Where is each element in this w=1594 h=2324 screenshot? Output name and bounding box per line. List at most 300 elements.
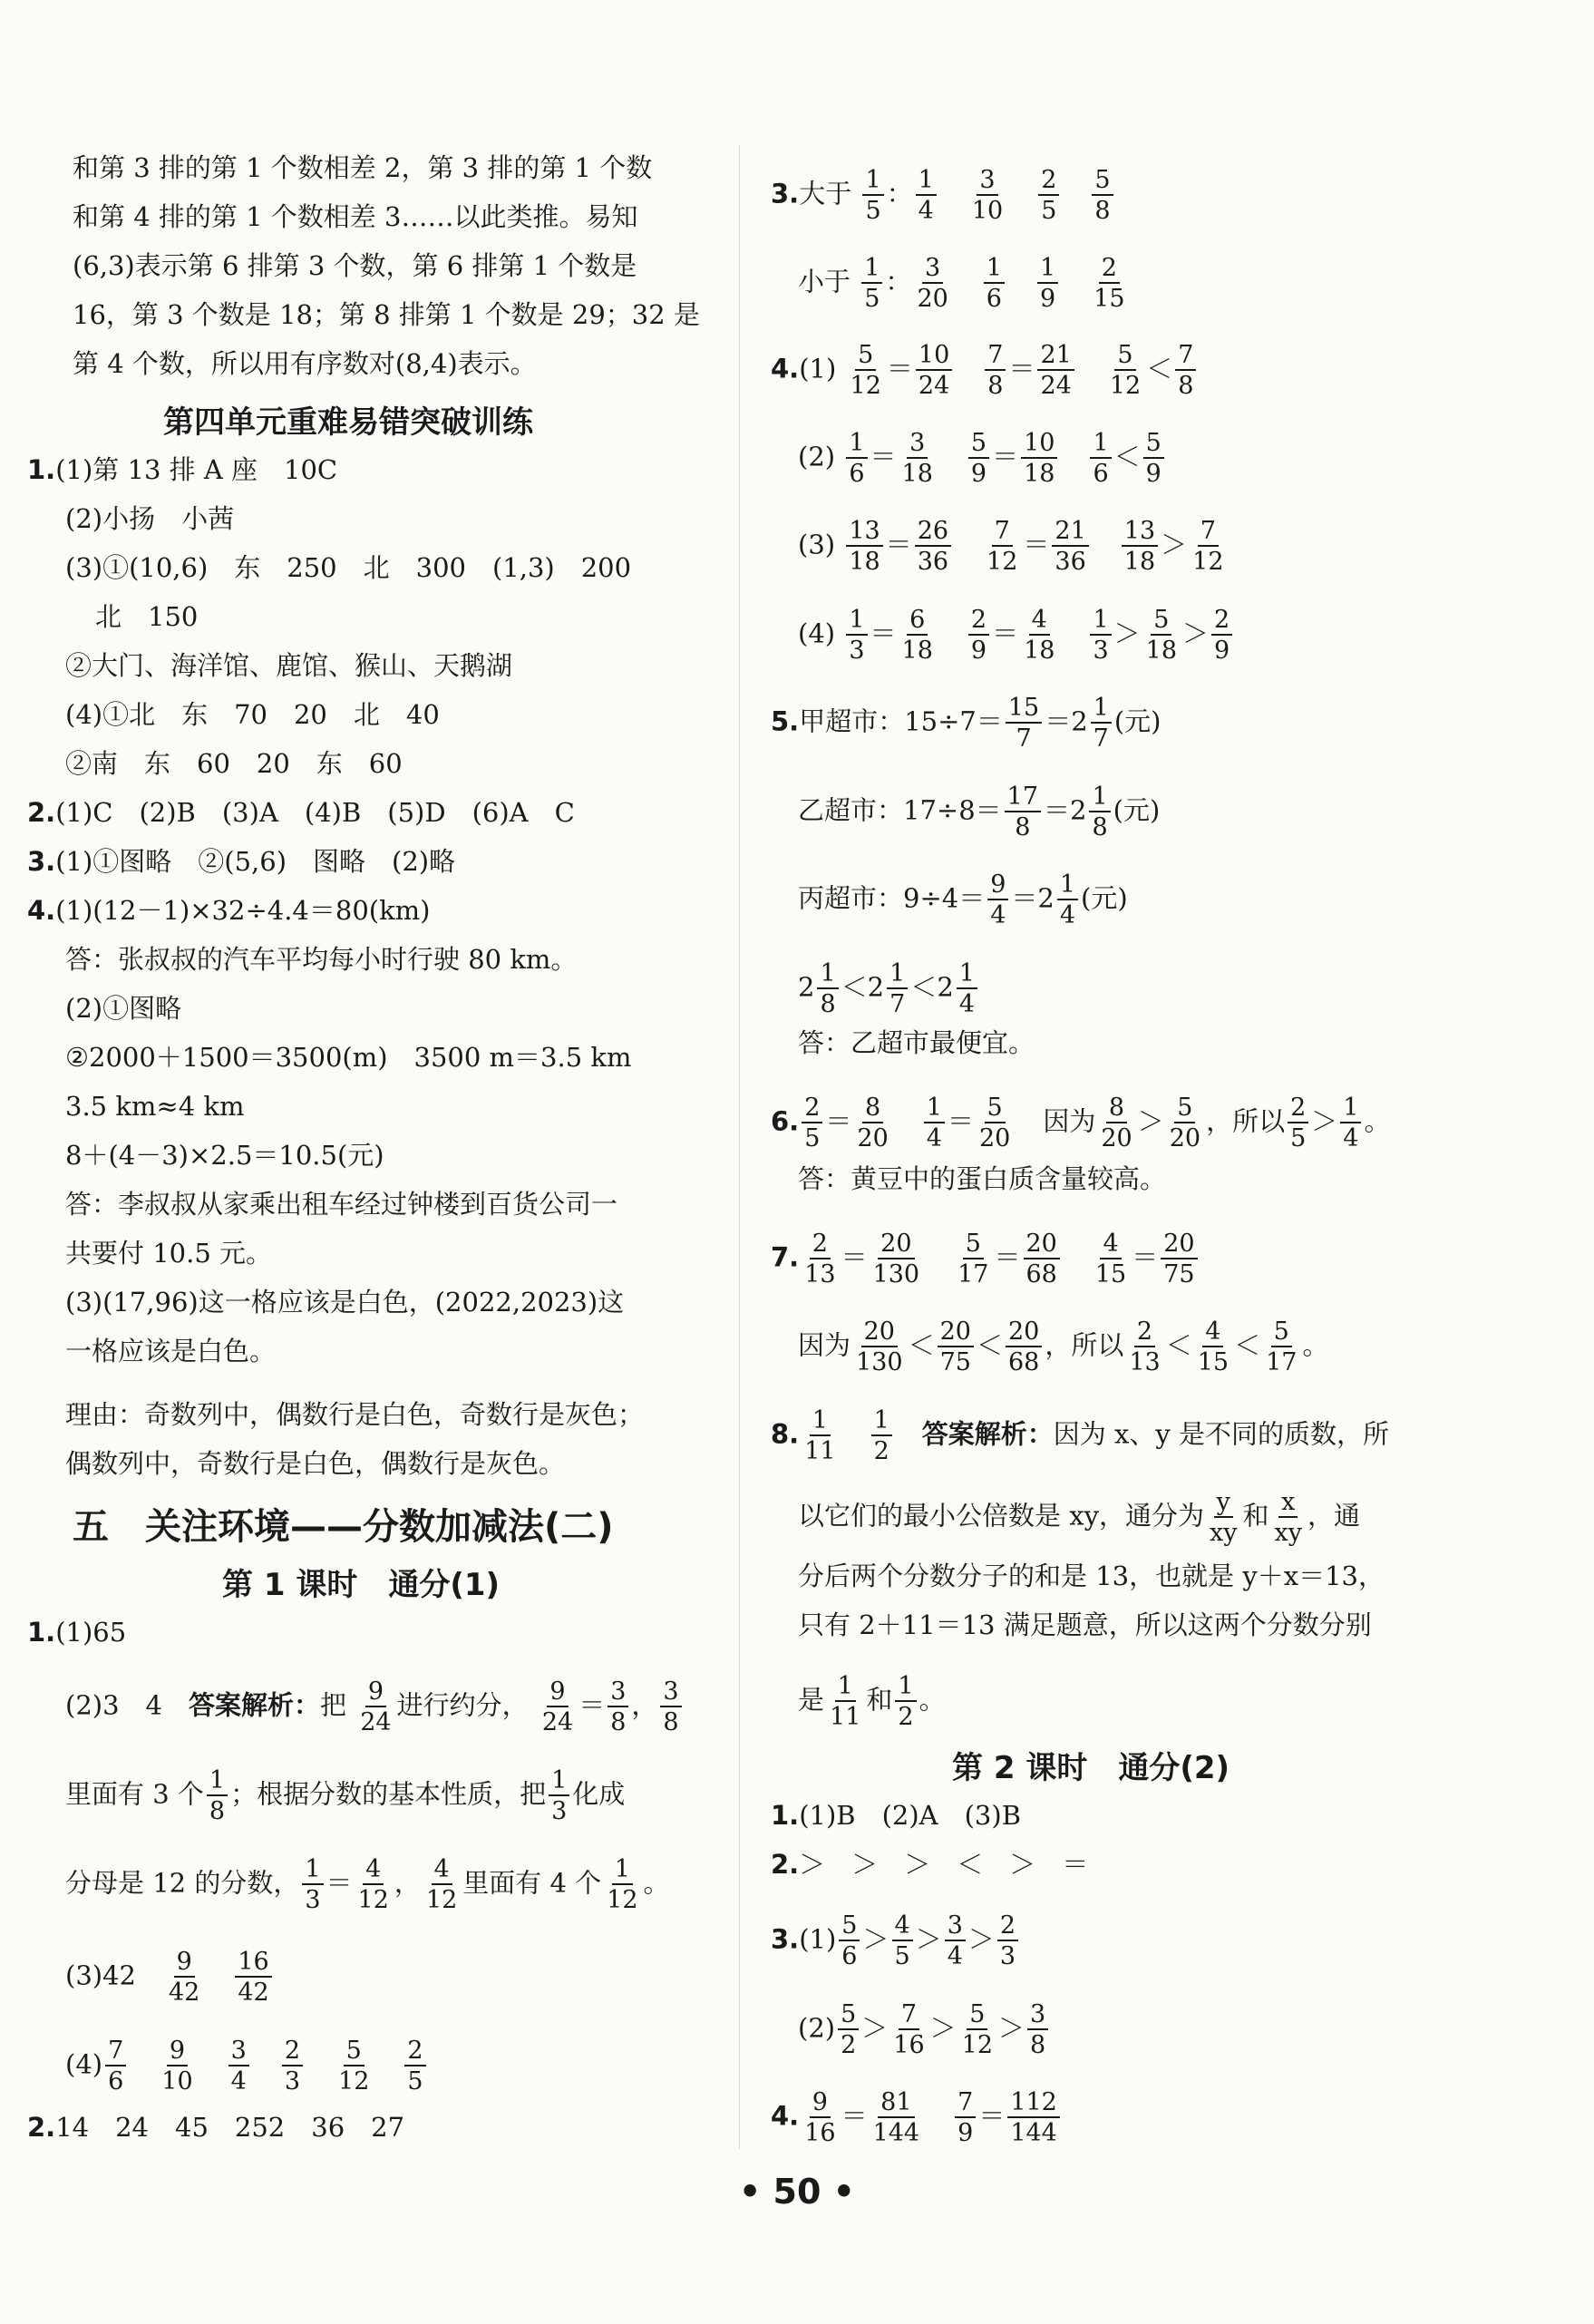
u4-q4-2a: ②2000＋1500＝3500(m) 3500 m＝3.5 km — [65, 1042, 632, 1073]
denominator: xy — [1274, 1519, 1302, 1547]
denominator: 18 — [1123, 548, 1156, 576]
u4-q4-2c: 8＋(4－3)×2.5＝10.5(元) — [65, 1140, 384, 1171]
fraction — [1006, 695, 1042, 751]
numerator: 10 — [1021, 431, 1057, 459]
numerator: 7 — [105, 2038, 126, 2066]
fraction — [1090, 608, 1111, 663]
whole-number: 2 — [867, 971, 885, 1003]
page-number: • 50 • — [739, 2172, 855, 2212]
fraction — [984, 256, 1005, 311]
fraction — [607, 1679, 628, 1735]
numerator: 2 — [968, 608, 989, 636]
fraction — [977, 1095, 1013, 1151]
u4-q4-ans2a: 答：李叔叔从家乘出租车经过钟楼到百货公司一 — [65, 1189, 618, 1220]
u4-q4 — [27, 892, 430, 929]
r-q8-line5 — [798, 1674, 946, 1729]
denominator: 17 — [957, 1260, 989, 1288]
numerator: 5 — [838, 2002, 859, 2030]
fraction — [802, 1408, 838, 1463]
numerator: 2 — [802, 1095, 822, 1123]
numerator: 20 — [938, 1319, 974, 1347]
numerator: 7 — [899, 2002, 919, 2030]
numerator: 21 — [1037, 343, 1074, 371]
denominator: 7 — [1093, 724, 1109, 753]
less-than-sign: ＜ — [1234, 1329, 1261, 1361]
denominator: 18 — [1024, 460, 1055, 488]
text: 进行约分， — [396, 1689, 529, 1721]
denominator: 11 — [804, 1437, 836, 1465]
fraction — [1090, 431, 1111, 486]
greater-than-sign: ＞ — [862, 1923, 889, 1955]
numerator: 1 — [862, 168, 883, 196]
text: 以它们的最小公倍数是 xy，通分为 — [798, 1500, 1204, 1532]
text: ＝2 — [1011, 882, 1055, 914]
numerator: 8 — [1106, 1095, 1127, 1123]
equals-sign: ＝ — [1023, 529, 1050, 560]
fraction — [1005, 784, 1041, 840]
equals-sign: ＝ — [992, 617, 1019, 649]
lesson2-title: 第 2 课时 通分(2) — [952, 1750, 1230, 1786]
denominator: 12 — [850, 372, 881, 400]
equals-sign: ＝ — [978, 2100, 1006, 2132]
fraction — [1037, 256, 1058, 311]
l2-q4 — [771, 2090, 1063, 2145]
less-than-sign: ＜ — [1113, 441, 1141, 472]
fraction — [1271, 1490, 1304, 1545]
denominator: 10 — [971, 197, 1004, 225]
denominator: 18 — [1024, 637, 1055, 665]
fraction — [916, 168, 937, 223]
equals-sign: ＝ — [825, 1105, 852, 1137]
text: ，通 — [1307, 1500, 1360, 1532]
denominator: 15 — [1094, 1260, 1127, 1288]
denominator: xy — [1209, 1519, 1238, 1547]
denominator: 12 — [607, 1886, 638, 1914]
numerator: 2 — [282, 2038, 303, 2066]
fraction — [914, 256, 950, 311]
denominator: 8 — [1092, 813, 1108, 841]
numerator: 4 — [1202, 1319, 1223, 1347]
numerator: 4 — [432, 1857, 452, 1885]
r-q8-line2 — [798, 1490, 1360, 1545]
denominator: 8 — [820, 990, 836, 1018]
fraction — [1057, 872, 1078, 928]
text: ，所以 — [1206, 1105, 1286, 1137]
numerator: 1 — [846, 608, 867, 636]
question-number: 3. — [771, 1923, 800, 1955]
answer-text: (1)65 — [55, 1617, 127, 1648]
denominator: 4 — [958, 990, 975, 1018]
denominator: 3 — [284, 2067, 301, 2095]
denominator: 16 — [893, 2031, 925, 2059]
r-q5-jia — [771, 695, 1161, 751]
denominator: 20 — [857, 1124, 889, 1152]
fraction — [1021, 431, 1057, 486]
answer-prefix: (3)42 — [65, 1959, 136, 1991]
greater-than-sign: ＞ — [1161, 529, 1188, 560]
fraction — [1089, 784, 1110, 840]
question-number: 6. — [771, 1105, 800, 1137]
fraction — [1126, 1319, 1162, 1375]
numerator: 1 — [916, 168, 937, 196]
numerator: 3 — [660, 1679, 681, 1707]
text: 是 — [798, 1684, 825, 1716]
equals-sign: ＝ — [870, 617, 897, 649]
fraction — [862, 168, 883, 223]
fraction — [1107, 343, 1143, 398]
l2-q1 — [771, 1797, 1021, 1833]
equals-sign: ＝ — [947, 1105, 974, 1137]
l1-q1-2-cont2 — [65, 1857, 670, 1912]
fraction — [1175, 343, 1196, 398]
answer-text: (1)B (2)A (3)B — [799, 1800, 1022, 1831]
numerator: 2 — [1099, 256, 1120, 284]
fraction — [1288, 1095, 1308, 1151]
numerator: 4 — [892, 1913, 913, 1941]
r-q7-because — [798, 1319, 1328, 1375]
comma: ， — [394, 1867, 421, 1899]
denominator: 4 — [947, 1942, 963, 1970]
numerator: 1 — [810, 1408, 831, 1436]
text: 小于 — [798, 266, 851, 297]
comma: ， — [631, 1689, 658, 1721]
whole-number: 2 — [798, 971, 815, 1003]
fraction — [870, 2090, 923, 2145]
l2-q3-2 — [798, 2002, 1051, 2057]
fraction — [1211, 608, 1232, 663]
numerator: 1 — [984, 256, 1005, 284]
denominator: 75 — [1163, 1260, 1195, 1288]
denominator: 20 — [917, 285, 948, 313]
r-q4-1 — [771, 343, 1199, 398]
denominator: 4 — [230, 2067, 247, 2095]
numerator: 1 — [207, 1768, 228, 1796]
numerator: 7 — [985, 343, 1006, 371]
l1-q1-1 — [27, 1614, 126, 1650]
greater-than-sign: ＞ — [967, 1923, 995, 1955]
numerator: 1 — [549, 1768, 569, 1796]
numerator: 4 — [1100, 1231, 1121, 1259]
l1-q1-3 — [65, 1950, 275, 2005]
u4-q1-4b: ②南 东 60 20 东 60 — [65, 748, 403, 779]
fraction — [1007, 2090, 1060, 2145]
fraction — [802, 1095, 822, 1151]
sub-index: (4) — [798, 617, 836, 649]
denominator: 15 — [1093, 285, 1125, 313]
numerator: 1 — [861, 256, 882, 284]
denominator: 20 — [1101, 1124, 1132, 1152]
numerator: 1 — [887, 961, 908, 989]
u4-q2 — [27, 794, 575, 831]
fraction — [987, 872, 1008, 928]
sub-index: (1) — [799, 353, 837, 384]
numerator: 9 — [810, 2090, 831, 2118]
fraction — [335, 2038, 372, 2094]
fraction — [1091, 256, 1127, 311]
numerator: 26 — [915, 519, 951, 547]
numerator: 2 — [1134, 1319, 1155, 1347]
denominator: 9 — [1214, 637, 1230, 665]
denominator: 6 — [986, 285, 1002, 313]
r-q4-2 — [798, 431, 1167, 486]
fraction — [539, 1679, 576, 1735]
denominator: 5 — [804, 1124, 821, 1152]
numerator: 81 — [878, 2090, 914, 2118]
text: 丙超市：9÷4＝ — [798, 882, 986, 914]
r-q6 — [771, 1095, 1391, 1151]
fraction — [853, 1319, 906, 1375]
numerator: 1 — [871, 1408, 892, 1436]
numerator: 5 — [855, 343, 876, 371]
numerator: 7 — [955, 2090, 976, 2118]
l1-q1-2-cont1 — [65, 1768, 625, 1823]
equals-sign: ＝ — [326, 1867, 353, 1899]
period: 。 — [1364, 1105, 1391, 1137]
numerator: 1 — [1091, 695, 1112, 724]
intro-line-3: (6,3)表示第 6 排第 3 个数，第 6 排第 1 个数是 — [73, 250, 637, 281]
u4-q1-4: (4)①北 东 70 20 北 40 — [65, 699, 440, 730]
colon: ： — [886, 178, 913, 209]
denominator: 5 — [864, 285, 880, 313]
fraction — [938, 1319, 974, 1375]
r-q3-greater — [771, 168, 1116, 223]
answer-text: (1)①图略 ②(5,6) 图略 (2)略 — [55, 846, 456, 877]
denominator: 3 — [551, 1797, 568, 1825]
r-q8-line3: 分后两个分数分子的和是 13，也就是 y＋x＝13， — [798, 1561, 1385, 1591]
fraction — [871, 1408, 892, 1463]
fraction — [1093, 1231, 1129, 1287]
fraction — [355, 1857, 392, 1912]
u4-q1 — [27, 452, 337, 488]
denominator: 17 — [1266, 1348, 1298, 1376]
equals-sign: ＝ — [992, 441, 1019, 472]
numerator: 20 — [861, 1319, 898, 1347]
text: 里面有 4 个 — [462, 1867, 602, 1899]
fraction — [848, 343, 884, 398]
denominator: 24 — [541, 1708, 574, 1736]
fraction — [404, 2038, 425, 2094]
numerator: 9 — [174, 1950, 195, 1978]
fraction — [1190, 519, 1226, 574]
fraction — [1195, 1319, 1231, 1375]
less-than-sign: ＜ — [976, 1329, 1003, 1361]
denominator: 3 — [305, 1886, 321, 1914]
denominator: 8 — [610, 1708, 627, 1736]
denominator: 9 — [957, 2119, 974, 2147]
r-q5-yi — [798, 784, 1160, 840]
denominator: 8 — [1178, 372, 1194, 400]
text: 里面有 3 个 — [65, 1778, 204, 1810]
numerator: 1 — [1340, 1095, 1361, 1123]
text: 乙超市：17÷8＝ — [798, 794, 1002, 826]
numerator: 2 — [997, 1913, 1018, 1941]
fraction — [924, 1095, 945, 1151]
fraction — [870, 1231, 923, 1287]
fraction — [802, 1231, 838, 1287]
numerator: 8 — [862, 1095, 883, 1123]
lesson1-title: 第 1 课时 通分(1) — [222, 1567, 501, 1603]
text: 因为 x、y 是不同的质数，所 — [1053, 1418, 1389, 1450]
denominator: 5 — [865, 197, 881, 225]
denominator: 6 — [849, 460, 865, 488]
fraction — [817, 961, 838, 1016]
denominator: 12 — [425, 1886, 458, 1914]
u4-q1-3: (3)①(10,6) 东 250 北 300 (1,3) 200 — [65, 552, 632, 583]
u4-q1-3c: ②大门、海洋馆、鹿馆、猴山、天鹅湖 — [65, 650, 513, 681]
fraction — [1263, 1319, 1299, 1375]
numerator: 2 — [404, 2038, 425, 2066]
unit5-title: 五 关注环境——分数加减法(二) — [73, 1506, 614, 1548]
numerator: 5 — [1143, 431, 1164, 459]
fraction — [159, 2038, 195, 2094]
fraction — [1027, 2002, 1048, 2057]
sub-index: (2) — [798, 441, 836, 472]
numerator: 9 — [987, 872, 1008, 900]
text: ，所以 — [1045, 1329, 1124, 1361]
denominator: 12 — [357, 1886, 389, 1914]
text: 和 — [1242, 1500, 1269, 1532]
denominator: 15 — [1197, 1348, 1230, 1376]
less-than-sign: ＜ — [908, 1329, 935, 1361]
greater-than-sign: ＞ — [861, 2012, 889, 2044]
denominator: 4 — [918, 197, 934, 225]
text: ＝2 — [1044, 794, 1087, 826]
fraction — [357, 1679, 394, 1735]
fraction — [1038, 168, 1059, 223]
denominator: 130 — [856, 1348, 903, 1376]
question-number: 3. — [771, 178, 800, 209]
fraction — [1037, 343, 1074, 398]
period: 。 — [643, 1867, 670, 1899]
denominator: 75 — [939, 1348, 971, 1376]
fraction — [846, 608, 867, 663]
fraction — [1207, 1490, 1239, 1545]
fraction — [1006, 1319, 1042, 1375]
denominator: 9 — [970, 637, 987, 665]
numerator: 2 — [810, 1231, 831, 1259]
greater-than-sign: ＞ — [1182, 617, 1210, 649]
numerator: 7 — [1175, 343, 1196, 371]
numerator: 3 — [607, 1679, 628, 1707]
denominator: 24 — [1040, 372, 1072, 400]
numerator: 5 — [1092, 168, 1113, 196]
r-q4-3 — [798, 519, 1230, 574]
fraction — [235, 1950, 271, 2005]
question-number: 2. — [771, 1849, 800, 1880]
fraction — [957, 961, 977, 1016]
answer-text: (1)C (2)B (3)A (4)B (5)D (6)A C — [55, 797, 575, 828]
denominator: 9 — [1145, 460, 1161, 488]
numerator: 3 — [1027, 2002, 1048, 2030]
fraction — [549, 1768, 569, 1823]
numerator: 5 — [839, 1913, 860, 1941]
equals-sign: ＝ — [994, 1241, 1021, 1273]
denominator: 18 — [1145, 637, 1177, 665]
numerator: 21 — [1052, 519, 1088, 547]
fraction — [984, 519, 1020, 574]
fraction — [282, 2038, 303, 2094]
denominator: 18 — [901, 637, 933, 665]
equals-sign: ＝ — [885, 529, 912, 560]
text: 分母是 12 的分数， — [65, 1867, 300, 1899]
r-q7 — [771, 1231, 1200, 1287]
sub-index: (1) — [799, 1923, 837, 1955]
equals-sign: ＝ — [870, 441, 897, 472]
denominator: 9 — [1039, 285, 1056, 313]
unit: (元) — [1113, 794, 1161, 826]
denominator: 20 — [1169, 1124, 1201, 1152]
u4-q1-3b: 北 150 — [95, 601, 199, 632]
question-number: 4. — [771, 353, 800, 384]
numerator: 20 — [878, 1231, 914, 1259]
fraction — [423, 1857, 460, 1912]
denominator: 24 — [918, 372, 950, 400]
denominator: 8 — [209, 1797, 226, 1825]
text: 因为 — [1043, 1105, 1096, 1137]
numerator: x — [1278, 1490, 1298, 1518]
numerator: 3 — [907, 431, 928, 459]
denominator: 13 — [1129, 1348, 1161, 1376]
numerator: 3 — [228, 2038, 249, 2066]
u4-q4-ans2b: 共要付 10.5 元。 — [65, 1238, 273, 1269]
less-than-sign: ＜ — [1165, 1329, 1192, 1361]
denominator: 130 — [872, 1260, 920, 1288]
denominator: 3 — [1093, 637, 1109, 665]
numerator: 7 — [1198, 519, 1219, 547]
fraction — [1052, 519, 1088, 574]
numerator: 16 — [235, 1950, 271, 1978]
numerator: 3 — [945, 1913, 966, 1941]
numerator: 1 — [1057, 872, 1078, 900]
answer-text: (1)(12－1)×32÷4.4＝80(km) — [55, 895, 431, 926]
denominator: 36 — [917, 548, 949, 576]
less-than-sign: ＜ — [910, 971, 938, 1003]
denominator: 36 — [1055, 548, 1086, 576]
denominator: 8 — [663, 1708, 679, 1736]
fraction — [105, 2038, 126, 2094]
numerator: 20 — [1024, 1231, 1060, 1259]
fraction — [985, 343, 1006, 398]
less-than-sign: ＜ — [1146, 353, 1173, 384]
denominator: 4 — [990, 901, 1006, 929]
u4-q4-reason1: 理由：奇数列中，偶数行是白色，奇数行是灰色； — [65, 1399, 645, 1430]
r-q8-line4: 只有 2＋11＝13 满足题意，所以这两个分数分别 — [798, 1609, 1372, 1640]
denominator: 12 — [1192, 548, 1224, 576]
denominator: 42 — [238, 1979, 269, 2007]
denominator: 12 — [987, 548, 1018, 576]
r-q6-answer: 答：黄豆中的蛋白质含量较高。 — [798, 1163, 1167, 1194]
greater-than-sign: ＞ — [1137, 1105, 1164, 1137]
whole-number: 2 — [937, 971, 954, 1003]
fraction — [846, 431, 867, 486]
analysis-label: 答案解析： — [921, 1418, 1054, 1450]
unit: (元) — [1081, 882, 1128, 914]
numerator: 1 — [924, 1095, 945, 1123]
r-q4-4 — [798, 608, 1235, 663]
numerator: 1 — [1090, 608, 1111, 636]
sub-index: (3) — [798, 529, 836, 560]
question-number: 7. — [771, 1241, 800, 1273]
numerator: 5 — [968, 431, 989, 459]
unit: (元) — [1113, 705, 1161, 737]
denominator: 20 — [978, 1124, 1011, 1152]
denominator: 5 — [1041, 197, 1057, 225]
denominator: 16 — [804, 2119, 836, 2147]
denominator: 2 — [841, 2031, 857, 2059]
fraction — [968, 431, 989, 486]
denominator: 12 — [338, 2067, 370, 2095]
u4-q4-2: (2)①图略 — [65, 993, 182, 1024]
